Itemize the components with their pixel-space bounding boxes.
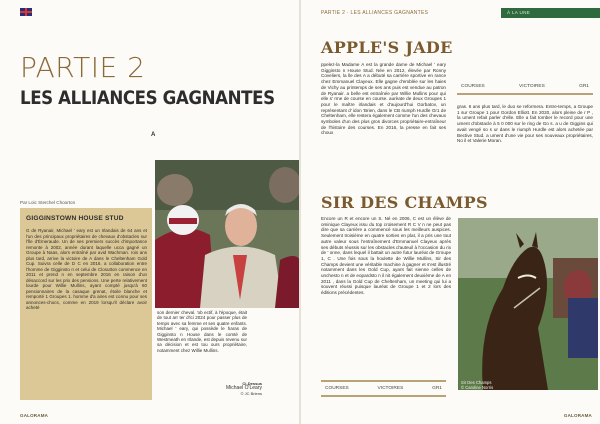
right-page [301, 0, 600, 424]
right-page-footer: GALORAMA [563, 413, 592, 418]
credit-label: Ci-Dessus [242, 381, 262, 386]
gigginstown-box [20, 208, 152, 400]
horse-caption-credit: © Caroline Norris [461, 385, 494, 390]
stats-header-row [457, 82, 593, 91]
left-page-footer: GALORAMA [20, 413, 49, 418]
uk-flag-icon[interactable] [20, 8, 32, 16]
credit-name: Michael O'Leary [226, 385, 262, 391]
box-text: G de Ryanair, Michael ' eary est un Irlandais de 64 ans et l'un des principaux propriétaires de chevaux d'obstacles sur l'Île d'Émeraude. Un de ses premiers succès d'importance remonte à 2002, année durant laquelle ucca gagné un Groupe à Naas, alors entraîné par avid Wachman. rois ans plus tard, arrive la victoire de A dans le Cheltenham Gold Cup. Suivra celle de D C en 2016. a collaboration entre l'homme de Gigginsto n et celui de Closutton commence en 2011 et prend n en septembre 2016 en raison d'un désaccord sur les prix des pensions. Une perte relativement lourde pour Willie Mullins, ayant compté jusqu'à 60 pensionnaires de la casaque grenat, étoile blanche et remporté 1 Groupes 1. homme d'a aires est connu pour ses annonces-chocs, comme en 2019 lorsqu'il déclare avoir acheté [26, 228, 147, 310]
horse-photo-caption [461, 380, 493, 390]
box-title: GIGGINSTOWN HOUSE STUD [26, 215, 124, 222]
stats-rule [457, 93, 593, 95]
stats-header-row-2 [321, 384, 446, 393]
stats-rule-top [321, 380, 446, 382]
stats-header-courses-2: COURSES [325, 386, 349, 391]
breadcrumb[interactable]: PARTIE 2 · LES ALLIANCES GAGNANTES [321, 10, 429, 16]
sir-des-champs-stats-table [321, 380, 446, 397]
michael-oleary-photo [155, 160, 299, 308]
section-subtitle: LES ALLIANCES GAGNANTES [20, 88, 275, 109]
sir-des-champs-text: Encore un R et encore un S. Né en 2006, C est un élève de ominique Clayeux issu du top croisement R C V n ne peut pas dire que sa carrière a commencé sous les meilleurs auspices. Seulement troisième en quatre sorties en plat, il a pris une tout autre valeur sous l'entraînement d'Emmanuel Clayeux après ses débuts réussis sur les obstacles d'auteuil à l'occasion du rix de ' onne, dans lequel il battait un autre futur lauréat de Groupe 1, C . Une fois sous la houlette de Willie Mullins, Sir des Champs devient une véritable machine à gagner et s'est illustré notamment dans les Gold Cup, ayant fait sienne celles de unchesto n et de eopardsto n il nit également deuxième de A en 2011 , dans la Gold Cup de Cheltenham, un meeting qui lui a souvent réussi puisque lauréat de Groupe 1 et 2 lors des éditions précédentes. [321, 216, 451, 296]
section-tag-label: À LA UNE [507, 10, 531, 15]
sir-des-champs-title: SIR DES CHAMPS [321, 193, 488, 212]
section-tag[interactable] [501, 8, 600, 18]
partie-title: PARTIE 2 [20, 51, 146, 84]
apples-jade-text-col2: gras. 6 ans plus tard, le duo se reformera. Entre-temps, a Groupe 1 sur Groupe 1 pour Gordon Elliott. En 2020, alors pleine de r P , la ument refait parler d'elle. Elle a fait tomber le record pour une ument d'obstacle à 5 0 000 sur le ring de Go s. a u de Giggins qui avait vengé so s ur dans le riumph Hurdle est alors achetée par Bective Stud. a ument d'une vie pour ses nouveaux propriétaires, No il et Valerie Moran. [457, 104, 593, 144]
stats-header-victoires-2: VICTOIRES [377, 386, 404, 391]
credit-photographer: © JC Briens [240, 391, 262, 396]
horse-caption-name: Sir Des Champs [461, 380, 492, 385]
stats-rule-bottom [321, 395, 446, 397]
stats-header-gr1-2: GR1 [432, 386, 442, 391]
author-line: Par Loic Sterchel Choorton [20, 200, 76, 205]
sir-des-champs-photo [458, 218, 598, 390]
left-column-2-text: son dernier cheval. 'ob ectif, à l'époque, était de tout arr ter d'ici 2024 pour passer plus de temps avec sa femme et ses quatre enfants. Michael ' eary, qui possède le haras de Gigginsto n House dans le comté de Westmeath en Irlande, est depuis revenu sur sa décision et est tou ours propriétaire, notamment chez Willie Mullins. [157, 310, 247, 353]
photo-credit [226, 381, 262, 396]
stats-header-courses: COURSES [461, 84, 485, 89]
left-page [0, 0, 299, 424]
apples-jade-stats-table [457, 82, 593, 95]
apples-jade-title: APPLE'S JADE [321, 38, 453, 57]
stray-letter: A [151, 132, 156, 138]
stats-header-victoires: VICTOIRES [519, 84, 545, 89]
apples-jade-text-col1: ppelez-la Madame A est la grande dame de Michael ' eary Gigginsto n House Stud. Née en 2012, élevée par Ronny Coveliers, la lle des A a débuté sa carrière sportive en rance chez Emmanuel Clayeux. Elle gagne d'emblée sur les haies de Vichy au printemps de ses ans puis est vendue au patron de Ryanair. a belle est entraînée par Willie Mullins pour qui elle s' rme de course en course. aurèate de deux Groupes 1 pour le maître irlandais et d'aujourd'hui Gorbatov, un représentant d' idon 'Brien, dans le CB riumph Hurdle Gr1 de Cheltenham, elle restera également comme l'un des chevaux symboles d'un des plus gros divorces propriétaire-entraîneur de l'histoire des courses. En 2016, la presse en fait ses choux [321, 62, 446, 136]
stats-header-gr1: GR1 [579, 84, 589, 89]
